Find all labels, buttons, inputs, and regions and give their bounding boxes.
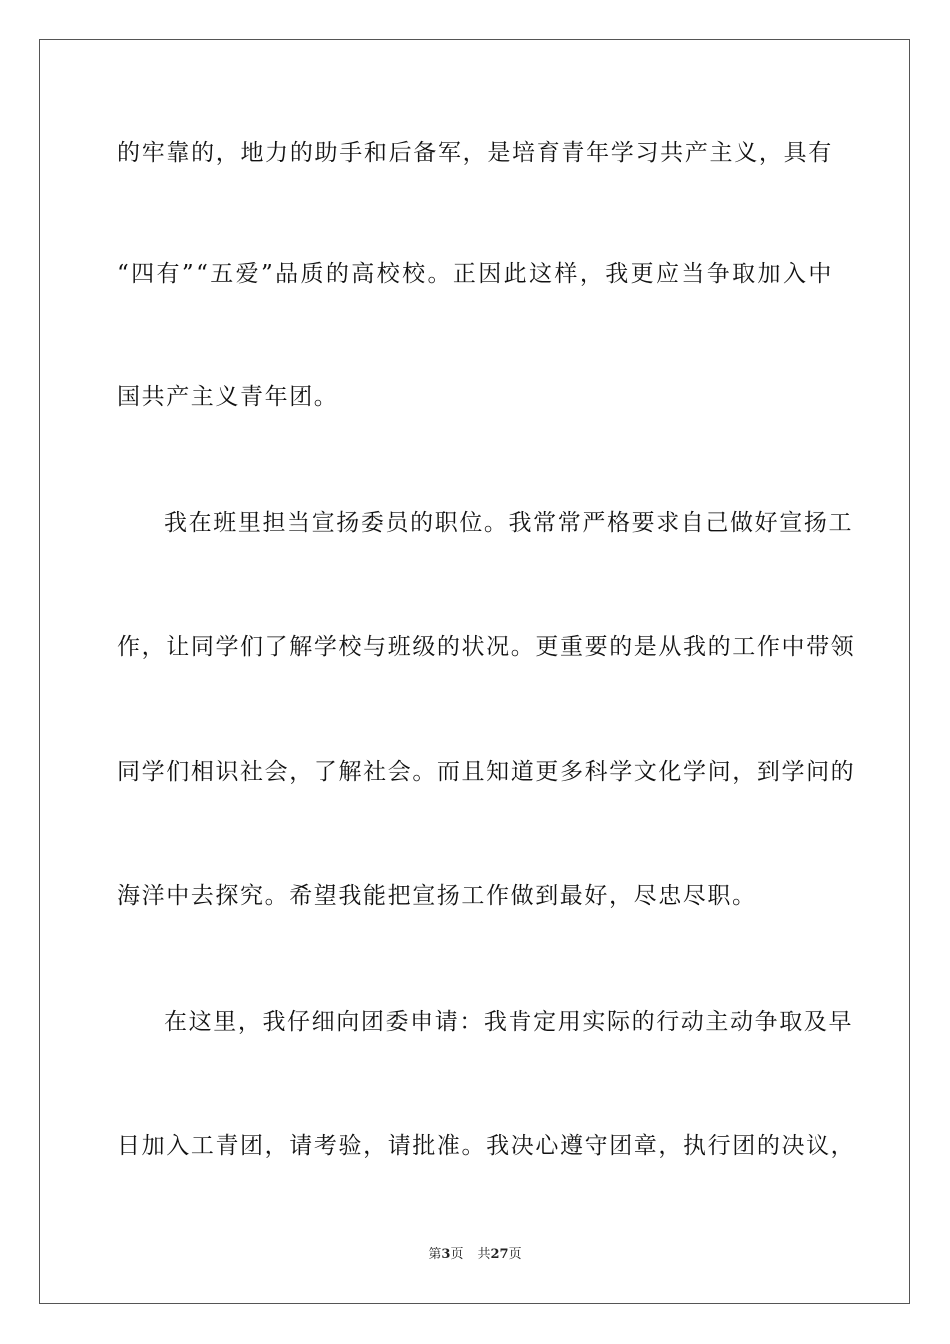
body-line-5: 作 ， 让 同 学 们 了 解 学 校 与 班 级 的 状 况 。 更 重 要 的 是 从 我 的 工 作 中 带 领: [117, 634, 856, 660]
footer-total-prefix: 共: [477, 1247, 491, 1262]
page-footer: [0, 1246, 950, 1264]
footer-page-number: 3: [441, 1247, 451, 1262]
body-line-9: 日 加 入 工 青 团 ， 请 考 验 ， 请 批 准 。 我 决 心 遵 守 团 章 ， 执 行 团 的 决 议 ，: [117, 1133, 856, 1159]
body-line-8: 在 这 里 ， 我 仔 细 向 团 委 申 请 ： 我 肯 定 用 实 际 的 行 动 主 动 争 取 及 早: [164, 1009, 854, 1035]
body-line-6: 同 学 们 相 识 社 会 ， 了 解 社 会 。 而 且 知 道 更 多 科 学 文 化 学 问 ， 到 学 问 的: [117, 759, 856, 785]
footer-total-pages: 27: [490, 1247, 509, 1262]
body-line-7: 海洋中去探究。希望我能把宣扬工作做到最好，尽忠尽职。: [117, 883, 757, 909]
page-border: [39, 39, 910, 1304]
body-line-3: 国共产主义青年团。: [117, 384, 339, 410]
footer-page-suffix: 页: [450, 1247, 464, 1262]
footer-page-prefix: 第: [428, 1247, 442, 1262]
footer-total-suffix: 页: [508, 1247, 522, 1262]
body-line-1: 的 牢 靠 的 ， 地 力 的 助 手 和 后 备 军 ， 是 培 育 青 年 学 习 共 产 主 义 ， 具 有: [117, 140, 833, 166]
body-line-2: “ 四 有 ” “ 五 爱 ” 品 质 的 高 校 校 。 正 因 此 这 样 ， 我 更 应 当 争 取 加 入 中: [117, 261, 833, 287]
body-line-4: 我 在 班 里 担 当 宣 扬 委 员 的 职 位 。 我 常 常 严 格 要 求 自 己 做 好 宣 扬 工: [164, 510, 854, 536]
